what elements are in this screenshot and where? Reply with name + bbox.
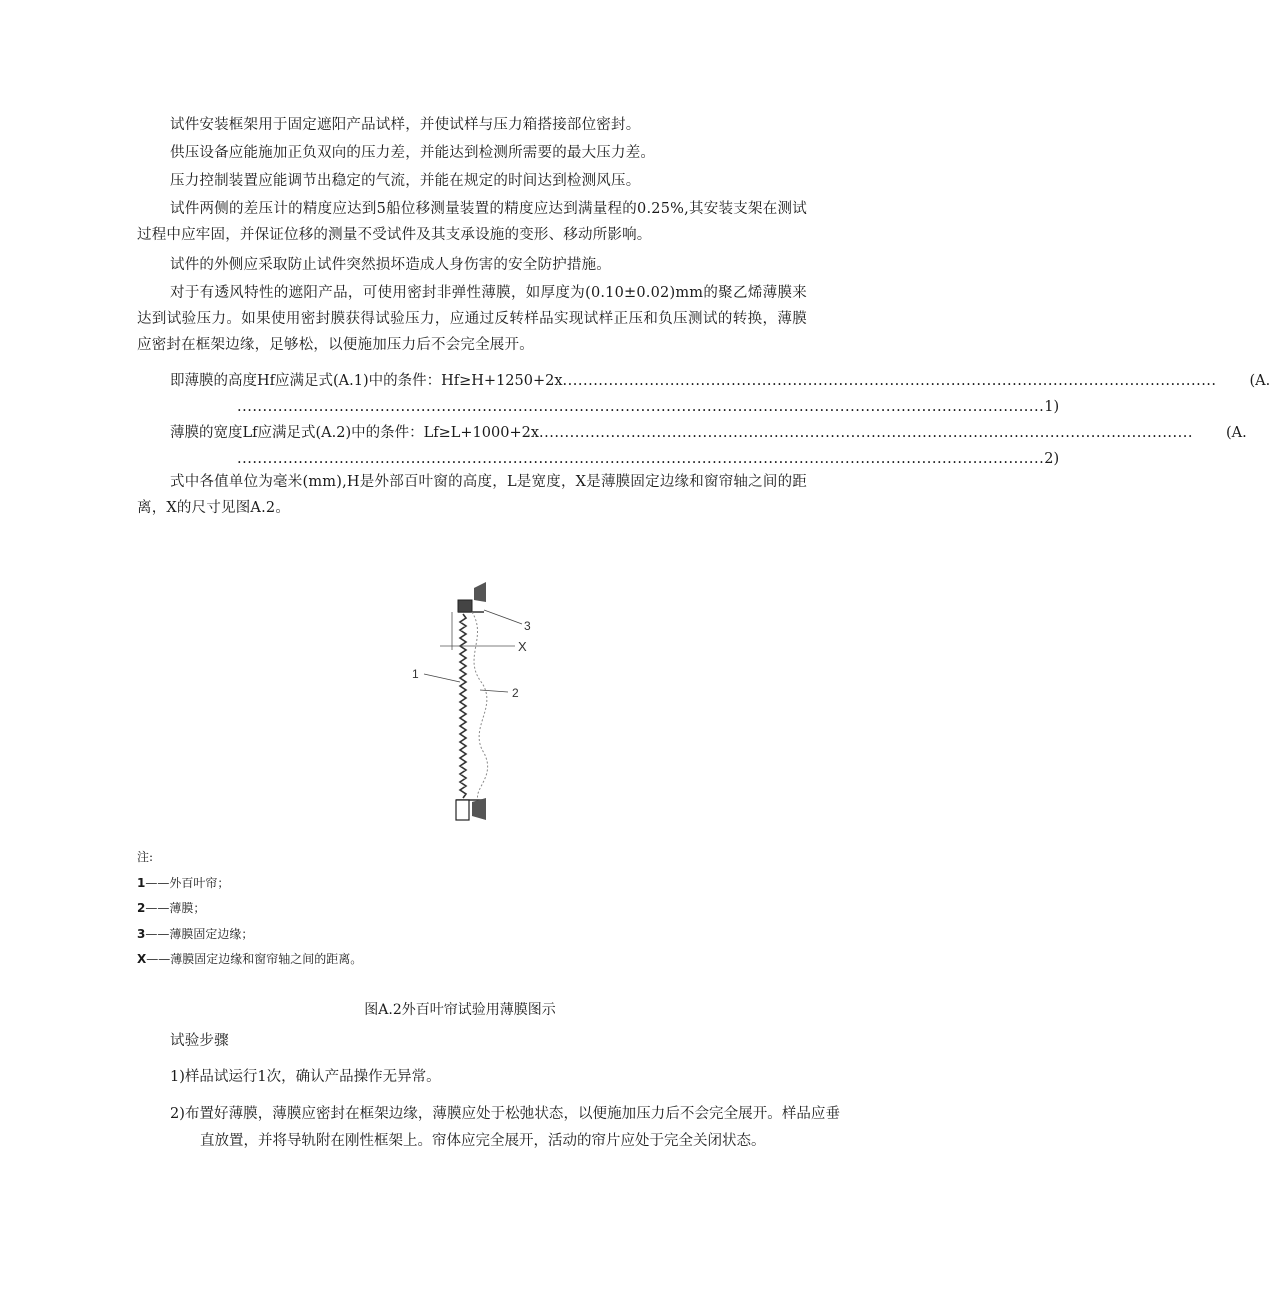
note-item: 1——外百叶帘； xyxy=(137,875,230,890)
figure-caption: 图A.2外百叶帘试验用薄膜图示 xyxy=(364,1002,556,1018)
notes-title: 注: xyxy=(137,850,154,864)
leader-1 xyxy=(424,674,460,682)
formula-a1-number: 1) xyxy=(1044,399,1060,415)
step-2: 2)布置好薄膜，薄膜应密封在框架边缘，薄膜应处于松弛状态，以便施加压力后不会完全展开。样品应垂直放置，并将导轨附在刚性框架上。帘体应完全展开，活动的帘片应处于完全关闭状态。 xyxy=(170,1106,840,1149)
label-1: 1 xyxy=(412,667,419,681)
label-x: X xyxy=(518,639,527,654)
formula-a2-leader-2: .............................................................................................................................................................. xyxy=(237,451,1045,467)
paragraph-film: 对于有透风特性的遮阳产品，可使用密封非弹性薄膜，如厚度为(0.10±0.02)mm的聚乙烯薄膜来达到试验压力。如果使用密封膜获得试验压力，应通过反转样品实现试样正压和负压测试的转换，薄膜应密封在框架边缘，足够松，以便施加压力后不会完全展开。 xyxy=(137,285,807,353)
paragraph-frame: 试件安装框架用于固定遮阳产品试样，并使试样与压力箱搭接部位密封。 xyxy=(170,117,641,133)
label-2: 2 xyxy=(512,686,519,700)
formula-a2 xyxy=(137,420,1247,472)
step-1: 1)样品试运行1次，确认产品操作无异常。 xyxy=(170,1069,441,1085)
note-item: 2——薄膜； xyxy=(137,901,206,915)
figure-notes xyxy=(137,845,737,973)
steps-title: 试验步骤 xyxy=(170,1033,229,1049)
formula-a2-tail: (A. xyxy=(1225,425,1247,441)
label-3: 3 xyxy=(524,619,531,633)
leader-2 xyxy=(480,690,508,692)
film-membrane xyxy=(472,612,488,800)
paragraph-manometer: 试件两侧的差压计的精度应达到5船位移测量装置的精度应达到满量程的0.25%,其安装支架在测试过程中应牢固，并保证位移的测量不受试件及其支承设施的变形、移动所影响。 xyxy=(137,201,807,243)
formula-a1-tail: (A. xyxy=(1249,373,1270,389)
paragraph-pressure-control: 压力控制装置应能调节出稳定的气流，并能在规定的时间达到检测风压。 xyxy=(170,173,641,189)
formula-a1 xyxy=(137,368,1270,420)
formula-a1-leader-2: .............................................................................................................................................................. xyxy=(237,399,1045,415)
bottom-bracket xyxy=(456,798,486,820)
paragraph-pressure-supply: 供压设备应能施加正负双向的压力差，并能达到检测所需要的最大压力差。 xyxy=(170,145,656,161)
formula-a2-number: 2) xyxy=(1044,451,1060,467)
paragraph-units: 式中各值单位为毫米(mm),H是外部百叶窗的高度，L是宽度，X是薄膜固定边缘和窗帘轴之间的距离，X的尺寸见图A.2。 xyxy=(137,474,807,516)
shutter-blind xyxy=(460,614,466,798)
formula-a1-text: 即薄膜的高度Hf应满足式(A.1)中的条件：Hf≥H+1250+2x xyxy=(170,373,563,389)
leader-3 xyxy=(484,610,522,624)
paragraph-safety: 试件的外侧应采取防止试件突然损坏造成人身伤害的安全防护措施。 xyxy=(170,257,611,273)
note-item: 3——薄膜固定边缘； xyxy=(137,926,254,941)
formula-a2-leader: ................................................................................................................................ xyxy=(539,425,1193,441)
formula-a2-text: 薄膜的宽度Lf应满足式(A.2)中的条件：Lf≥L+1000+2x xyxy=(170,425,539,441)
top-bracket xyxy=(458,582,486,612)
formula-a1-leader: ................................................................................................................................ xyxy=(562,373,1217,389)
figure-a2-diagram xyxy=(400,578,550,828)
note-item: X——薄膜固定边缘和窗帘轴之间的距离。 xyxy=(137,952,363,966)
